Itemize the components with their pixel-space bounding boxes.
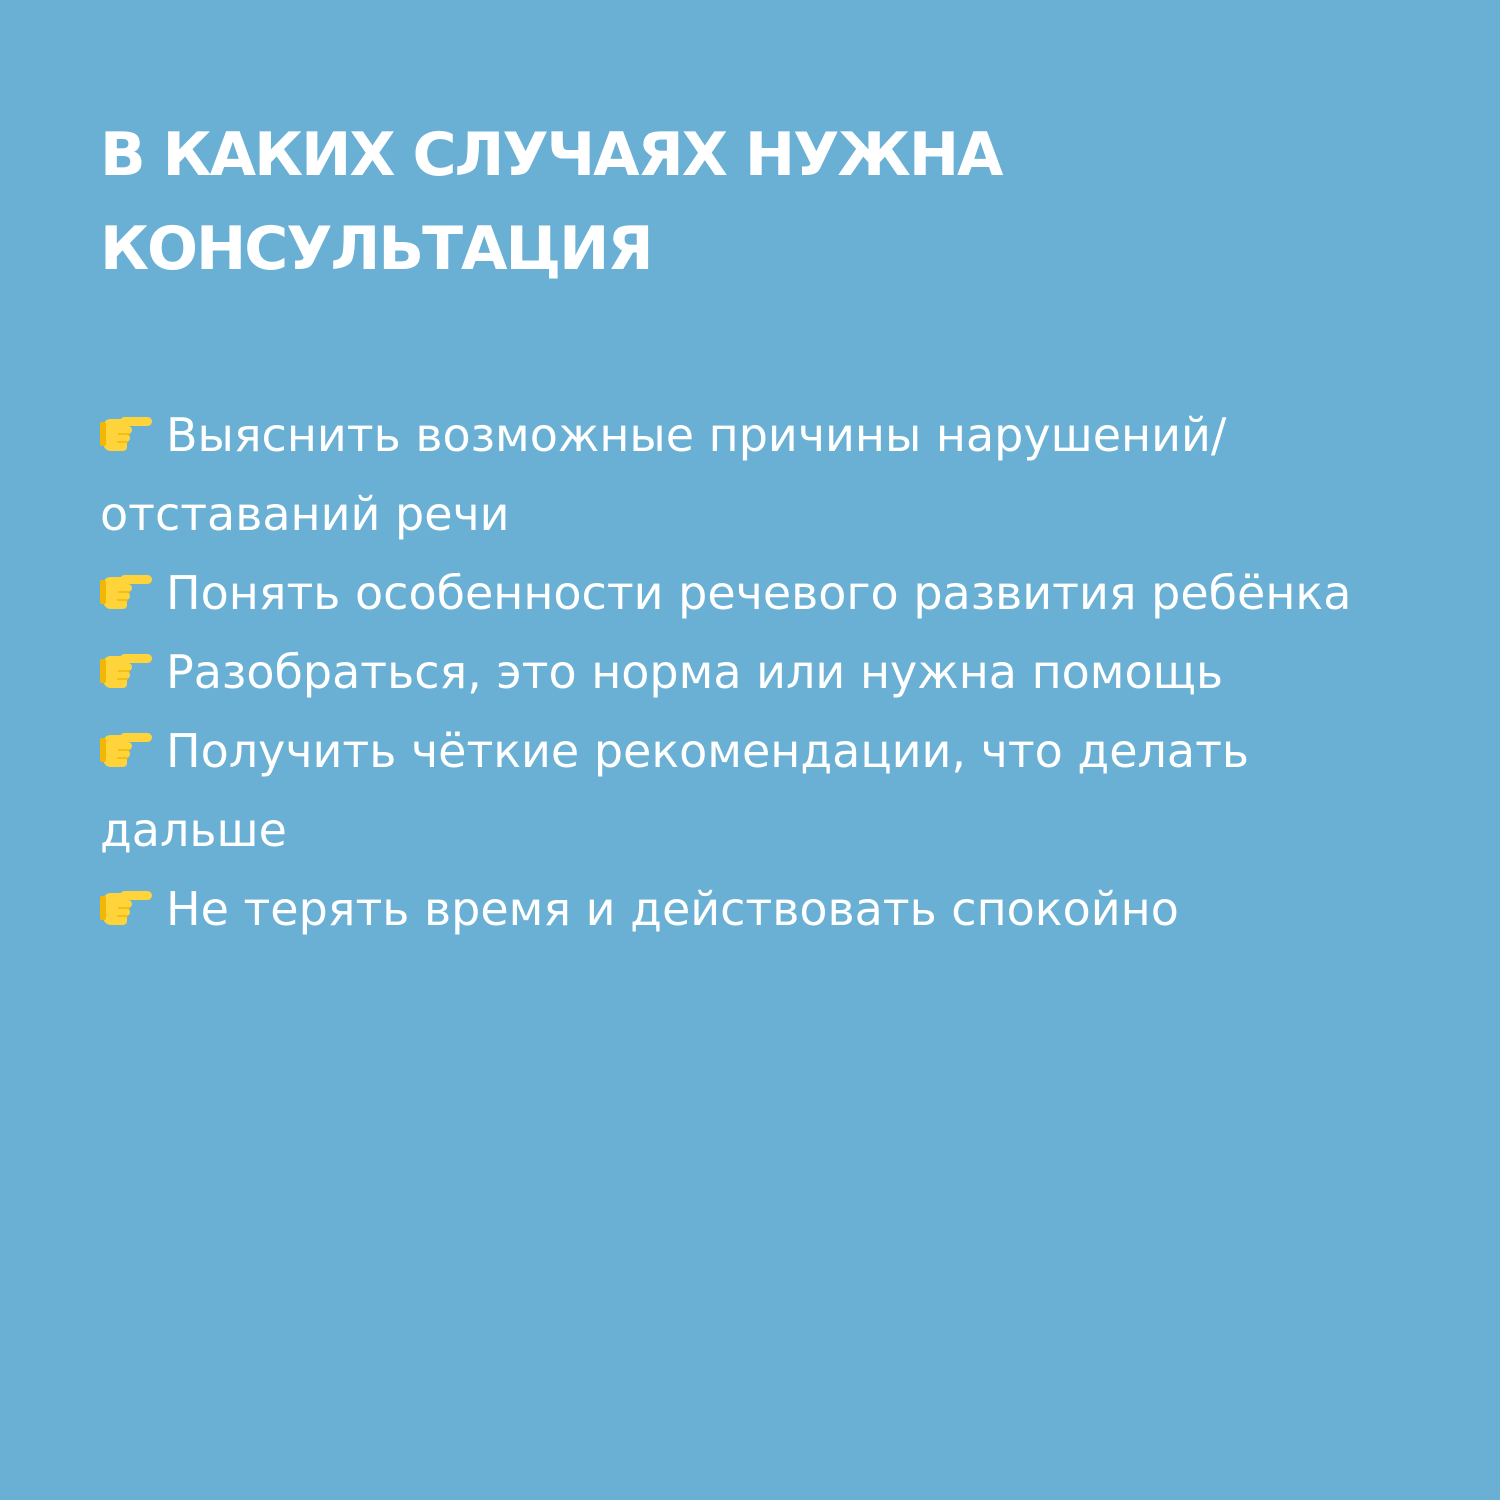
list-item bbox=[100, 554, 1390, 633]
pointing-right-icon bbox=[100, 650, 154, 690]
pointing-right-icon bbox=[100, 729, 154, 769]
page-title bbox=[100, 108, 1400, 296]
pointing-right-icon bbox=[100, 887, 154, 927]
pointing-right-icon bbox=[100, 413, 154, 453]
title-line-1: В КАКИХ СЛУЧАЯХ НУЖНА bbox=[100, 120, 1002, 190]
pointing-right-icon bbox=[100, 571, 154, 611]
title-line-2: КОНСУЛЬТАЦИЯ bbox=[100, 214, 652, 284]
consultation-reasons-list bbox=[100, 396, 1390, 949]
list-item bbox=[100, 633, 1390, 712]
list-item bbox=[100, 396, 1390, 554]
list-item-text: Разобраться, это норма или нужна помощь bbox=[166, 645, 1224, 699]
list-item-text: Получить чёткие рекомендации, что делать дальше bbox=[100, 724, 1250, 857]
list-item-text: Понять особенности речевого развития ребёнка bbox=[166, 566, 1352, 620]
list-item bbox=[100, 870, 1390, 949]
list-item-text: Выяснить возможные причины нарушений/ отставаний речи bbox=[100, 408, 1227, 541]
list-item bbox=[100, 712, 1390, 870]
list-item-text: Не терять время и действовать спокойно bbox=[166, 882, 1179, 936]
